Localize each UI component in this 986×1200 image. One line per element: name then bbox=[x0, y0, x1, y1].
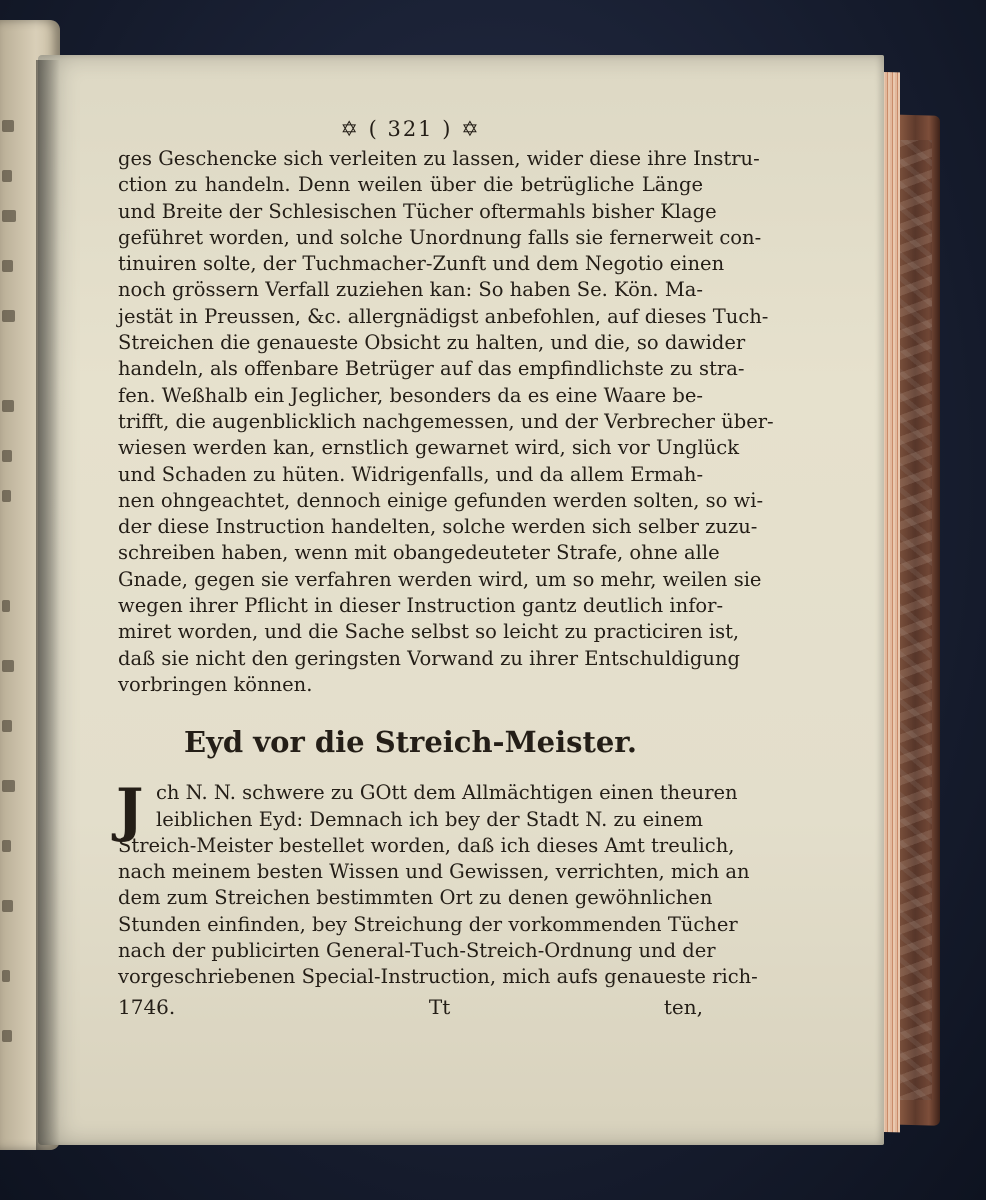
text-line: nen ohngeachtet, dennoch einige gefunden werden solten, so wi- bbox=[118, 488, 764, 512]
text-line: ges Geschencke sich verleiten zu lassen, wider diese ihre Instru- bbox=[118, 147, 760, 170]
text-line: vorbringen können. bbox=[118, 672, 313, 696]
text-line: geführet worden, und solche Unordnung falls sie fernerweit con- bbox=[118, 225, 762, 249]
left-page-text-fragment bbox=[2, 120, 14, 132]
text-line: noch grössern Verfall zuziehen kan: So haben Se. Kön. Ma- bbox=[118, 278, 703, 302]
text-line: dem zum Streichen bestimmten Ort zu denen gewöhnlichen bbox=[118, 886, 713, 910]
text-line: Gnade, gegen sie verfahren werden wird, um so mehr, weilen sie bbox=[118, 567, 762, 591]
left-page-text-fragment bbox=[2, 720, 12, 732]
text-line: leiblichen Eyd: Demnach ich bey der Stadt N. zu einem bbox=[156, 807, 703, 831]
drop-cap-initial: J bbox=[116, 776, 144, 845]
left-page-text-fragment bbox=[2, 210, 16, 222]
oath-paragraph bbox=[116, 776, 758, 990]
page-text bbox=[116, 112, 774, 1021]
left-page-text-fragment bbox=[2, 840, 11, 852]
text-line: wiesen werden kan, ernstlich gewarnet wird, sich vor Unglück bbox=[118, 436, 740, 460]
left-page-text-fragment bbox=[2, 400, 14, 412]
text-line: vorgeschriebenen Special-Instruction, mich aufs genaueste rich- bbox=[118, 965, 758, 989]
body-paragraph bbox=[118, 146, 774, 698]
book-gutter-shadow bbox=[36, 60, 60, 1150]
text-line: daß sie nicht den geringsten Vorwand zu ihrer Entschuldigung bbox=[118, 646, 741, 670]
footer-year: 1746. bbox=[118, 994, 176, 1019]
left-page-text-fragment bbox=[2, 600, 10, 612]
page-number-header: ✡ ( 321 ) ✡ bbox=[340, 117, 481, 141]
left-page-text-fragment bbox=[2, 450, 12, 462]
text-line: jestät in Preussen, &c. allergnädigst anbefohlen, auf dieses Tuch- bbox=[118, 304, 769, 328]
section-heading: Eyd vor die Streich-Meister. bbox=[183, 725, 638, 760]
left-page-text-fragment bbox=[2, 170, 12, 182]
text-line: Streichen die genaueste Obsicht zu halten, und die, so dawider bbox=[118, 331, 746, 355]
text-line: wegen ihrer Pflicht in dieser Instruction gantz deutlich infor- bbox=[118, 594, 724, 618]
text-line: der diese Instruction handelten, solche werden sich selber zuzu- bbox=[118, 515, 758, 539]
left-page-text-fragment bbox=[2, 970, 10, 982]
text-line: tinuiren solte, der Tuchmacher-Zunft und dem Negotio einen bbox=[118, 252, 725, 276]
left-page-text-fragment bbox=[2, 660, 14, 672]
text-line: Stunden einfinden, bey Streichung der vorkommenden Tücher bbox=[118, 912, 738, 936]
text-line: ction zu handeln. Denn weilen über die betrügliche Länge bbox=[118, 173, 703, 197]
left-page-text-fragment bbox=[2, 490, 11, 502]
text-line: ch N. N. schwere zu GOtt dem Allmächtigen einen theuren bbox=[156, 781, 738, 805]
text-line: fen. Weßhalb ein Jeglicher, besonders da es eine Waare be- bbox=[118, 383, 703, 407]
text-line: und Breite der Schlesischen Tücher oftermahls bisher Klage bbox=[118, 199, 717, 223]
signature-mark: Tt bbox=[428, 994, 451, 1019]
left-page-text-fragment bbox=[2, 1030, 12, 1042]
catchword: ten, bbox=[663, 994, 703, 1019]
text-line: handeln, als offenbare Betrüger auf das empfindlichste zu stra- bbox=[118, 357, 745, 381]
page-footer bbox=[118, 993, 703, 1021]
marbled-cover-pattern bbox=[896, 140, 932, 1100]
text-line: trifft, die augenblicklich nachgemessen, und der Verbrecher über- bbox=[118, 409, 774, 433]
left-page-text-fragment bbox=[2, 780, 15, 792]
left-page-text-fragment bbox=[2, 900, 13, 912]
left-page-text-fragment bbox=[2, 310, 15, 322]
text-line: miret worden, und die Sache selbst so leicht zu practiciren ist, bbox=[118, 620, 740, 644]
text-line: nach meinem besten Wissen und Gewissen, verrichten, mich an bbox=[118, 860, 750, 884]
text-line: schreiben haben, wenn mit obangedeuteter Strafe, ohne alle bbox=[118, 541, 720, 565]
text-line: Streich-Meister bestellet worden, daß ich dieses Amt treulich, bbox=[118, 833, 735, 857]
left-page-text-fragment bbox=[2, 260, 13, 272]
text-line: nach der publicirten General-Tuch-Streich-Ordnung und der bbox=[118, 939, 716, 963]
text-line: und Schaden zu hüten. Widrigenfalls, und da allem Ermah- bbox=[118, 462, 704, 486]
